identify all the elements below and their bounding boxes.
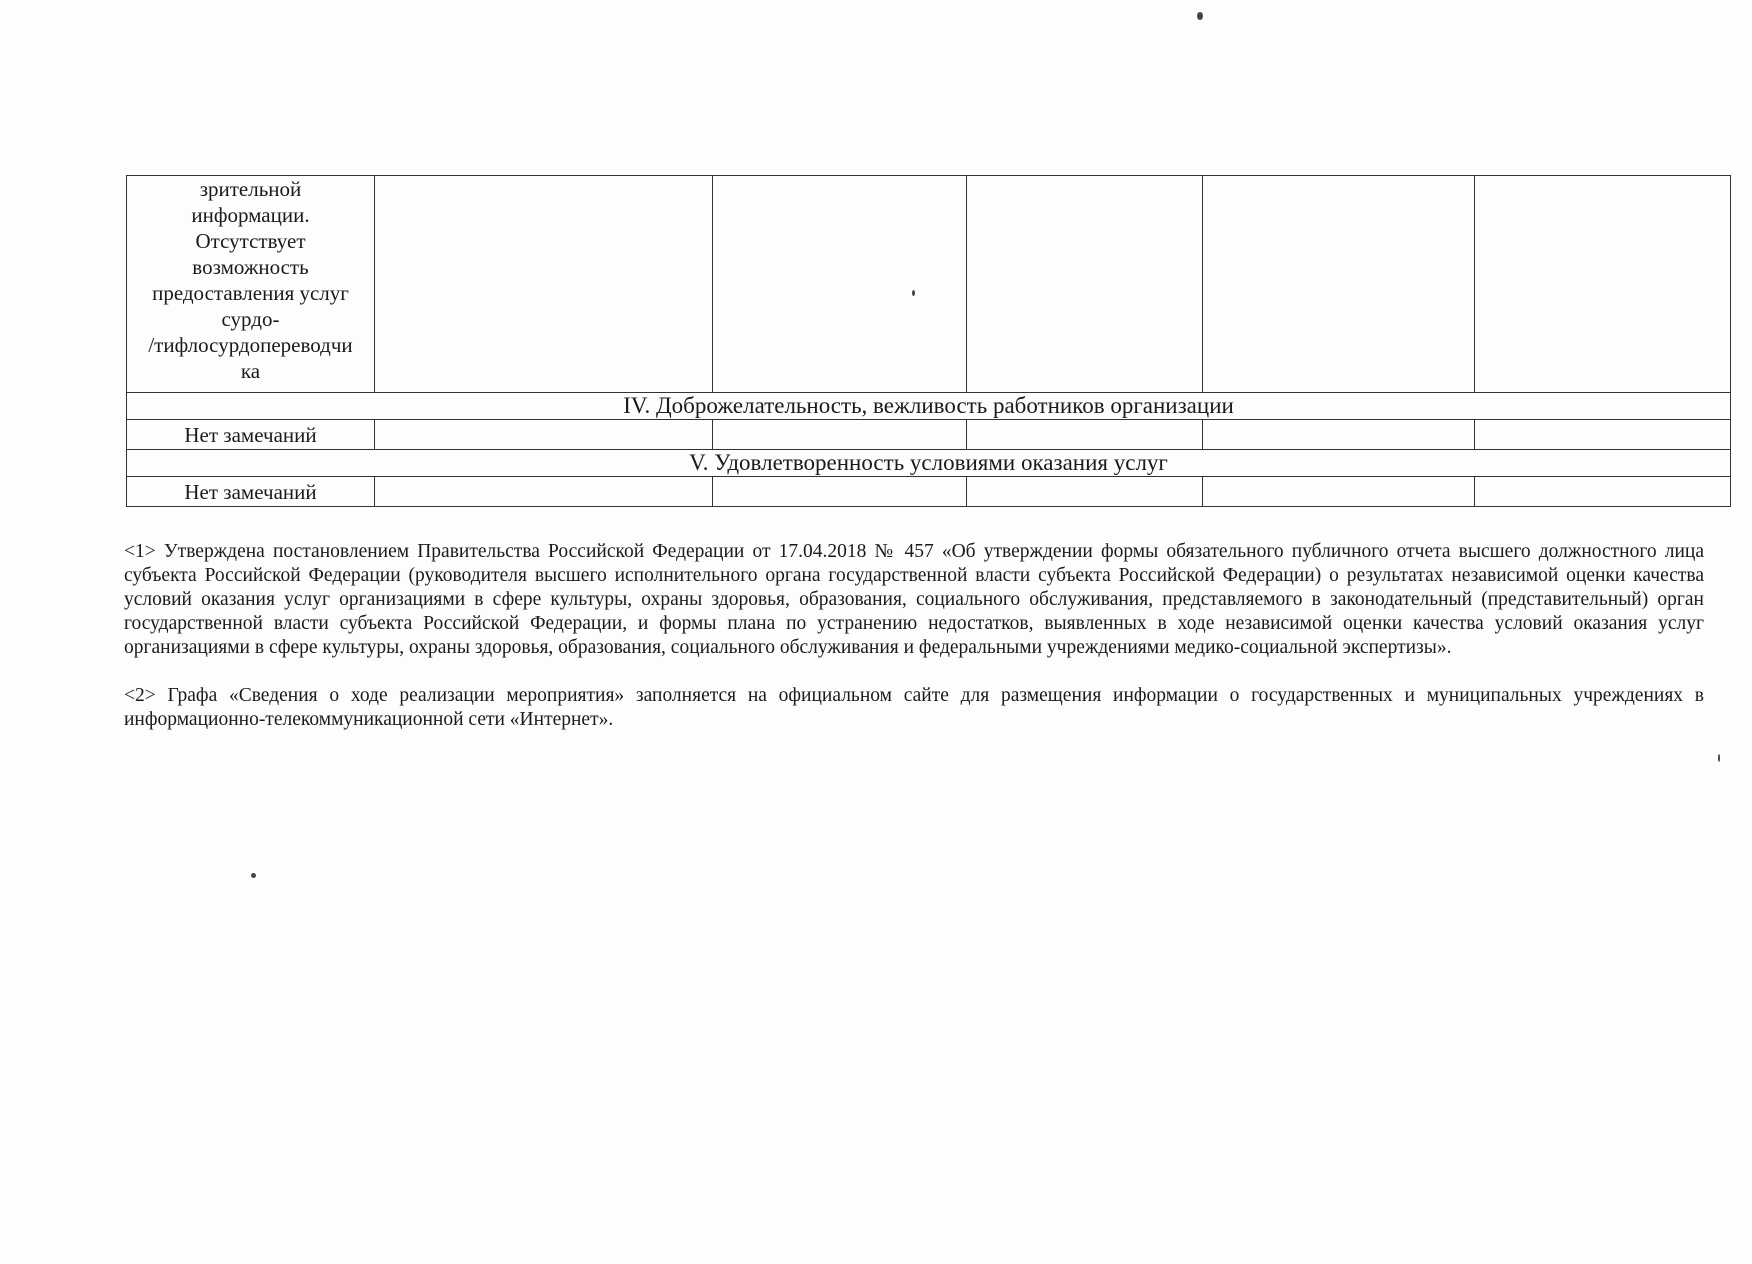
table-row [127, 176, 1731, 393]
table-cell [1203, 477, 1475, 507]
table-cell [1475, 176, 1731, 393]
table-cell [713, 420, 967, 450]
deficiency-line: зрительной [199, 177, 302, 201]
table-cell [1475, 477, 1731, 507]
deficiency-line: сурдо- [221, 307, 280, 331]
section-v-heading: V. Удовлетворенность условиями оказания услуг [127, 450, 1731, 477]
table-cell [375, 420, 713, 450]
scan-speck [912, 290, 915, 296]
scan-speck [251, 873, 256, 878]
table-cell [713, 176, 967, 393]
table-row [127, 477, 1731, 507]
deficiency-line: /тифлосурдопереводчи [148, 333, 353, 357]
table-cell [713, 477, 967, 507]
section-iv-remark: Нет замечаний [127, 420, 375, 450]
deficiency-line: возможность [192, 255, 309, 279]
scan-speck [1197, 12, 1203, 20]
table-cell [1203, 176, 1475, 393]
table-cell [1203, 420, 1475, 450]
footnote-2: <2> Графа «Сведения о ходе реализации мероприятия» заполняется на официальном сайте для размещения информации о государственных и муниципальных учреждениях в информационно-телекоммуникационной сети «Интернет». [124, 685, 1704, 730]
deficiency-line: информации. [191, 203, 310, 227]
table-cell [375, 176, 713, 393]
deficiency-line: Отсутствует [195, 229, 306, 253]
table-cell [967, 176, 1203, 393]
improvement-plan-table [126, 175, 1731, 507]
footnotes [124, 540, 1704, 756]
table-cell [967, 477, 1203, 507]
section-iv-heading: IV. Доброжелательность, вежливость работников организации [127, 393, 1731, 420]
deficiency-line: ка [240, 359, 261, 383]
footnote-1: <1> Утверждена постановлением Правительства Российской Федерации от 17.04.2018 № 457 «Об утверждении формы обязательного публичного отчета высшего должностного лица субъекта Российской Федерации (руководителя высшего исполнительного органа государственной власти субъекта Российской Федерации) о результатах независимой оценки качества условий оказания услуг организациями в сфере культуры, охраны здоровья, образования, социального обслуживания, представляемого в законодательный (представительный) орган государственной власти субъекта Российской Федерации, и формы плана по устранению недостатков, выявленных в ходе независимой оценки качества условий оказания услуг организациями в сфере культуры, охраны здоровья, образования, социального обслуживания и федеральными учреждениями медико-социальной экспертизы». [124, 541, 1704, 658]
deficiency-cell [127, 176, 375, 393]
table-cell [967, 420, 1203, 450]
table-cell [375, 477, 713, 507]
section-heading-row [127, 450, 1731, 477]
table-row [127, 420, 1731, 450]
scan-speck [1718, 754, 1720, 762]
deficiency-line: предоставления услуг [152, 281, 349, 305]
section-v-remark: Нет замечаний [127, 477, 375, 507]
table-cell [1475, 420, 1731, 450]
section-heading-row [127, 393, 1731, 420]
